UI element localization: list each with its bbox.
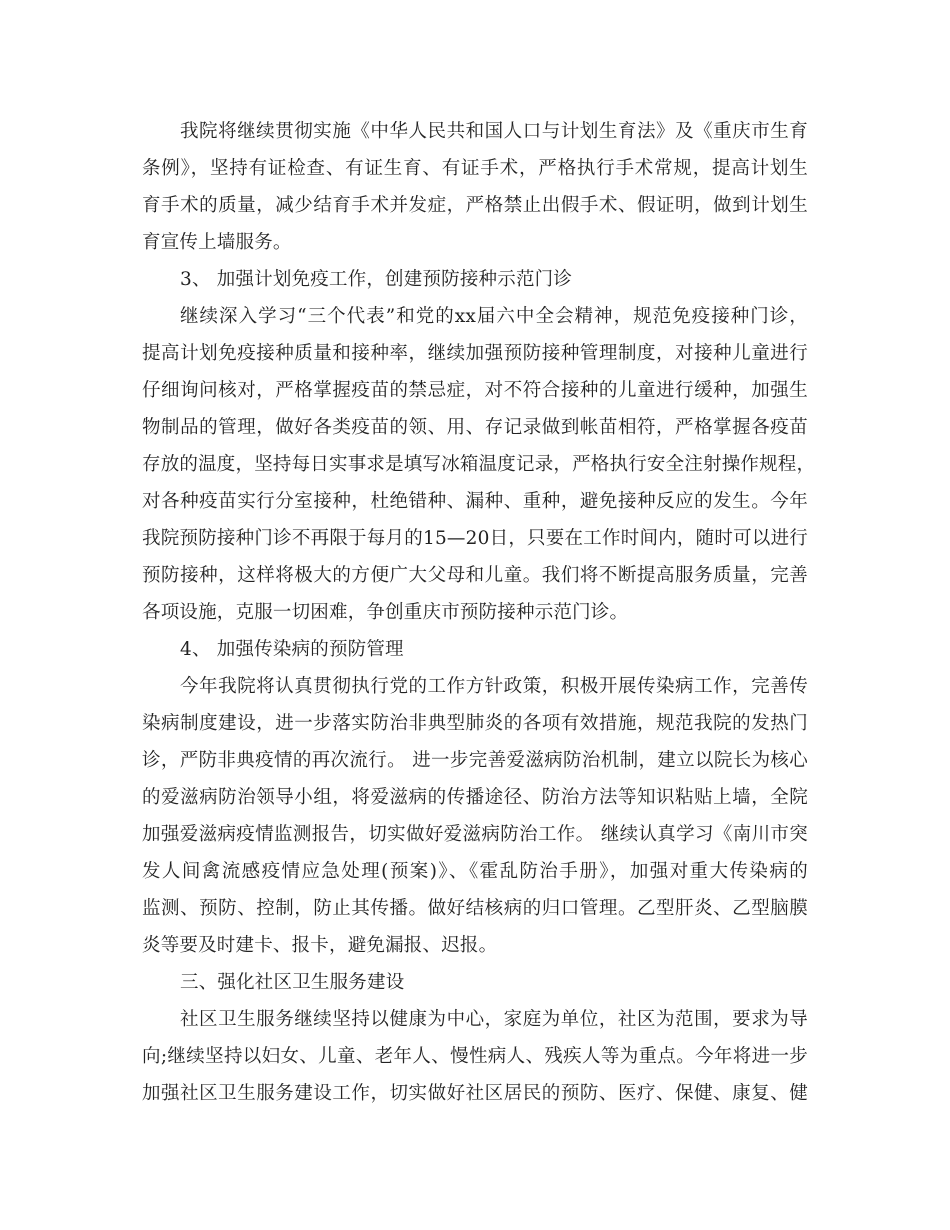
paragraph-line: 存放的温度，坚持每日实事求是填写冰箱温度记录，严格执行安全注射操作规程， bbox=[142, 454, 816, 475]
paragraph-line: 社区卫生服务继续坚持以健康为中心，家庭为单位，社区为范围，要求为导 bbox=[180, 1009, 808, 1030]
paragraph-line: 染病制度建设，进一步落实防治非典型肺炎的各项有效措施，规范我院的发热门 bbox=[142, 713, 808, 734]
paragraph-line: 育宣传上墙服务。 bbox=[142, 232, 292, 253]
paragraph-line: 提高计划免疫接种质量和接种率，继续加强预防接种管理制度，对接种儿童进行 bbox=[142, 343, 808, 364]
paragraph-line: 各项设施，克服一切困难，争创重庆市预防接种示范门诊。 bbox=[142, 602, 629, 623]
paragraph-line: 炎等要及时建卡、报卡，避免漏报、迟报。 bbox=[142, 935, 498, 956]
section-heading: 4、 加强传染病的预防管理 bbox=[180, 639, 404, 660]
section-heading: 三、强化社区卫生服务建设 bbox=[180, 972, 405, 993]
paragraph-line: 育手术的质量，减少结育手术并发症，严格禁止出假手术、假证明，做到计划生 bbox=[142, 195, 808, 216]
paragraph-line: 监测、预防、控制，防止其传播。做好结核病的归口管理。乙型肝炎、乙型脑膜 bbox=[142, 898, 808, 919]
paragraph-line: 我院将继续贯彻实施《中华人民共和国人口与计划生育法》及《重庆市生育 bbox=[180, 121, 808, 142]
paragraph-line: 今年我院将认真贯彻执行党的工作方针政策，积极开展传染病工作，完善传 bbox=[180, 676, 808, 697]
paragraph-line: 仔细询问核对，严格掌握疫苗的禁忌症，对不符合接种的儿童进行缓种，加强生 bbox=[142, 380, 808, 401]
paragraph-line: 加强社区卫生服务建设工作，切实做好社区居民的预防、医疗、保健、康复、健 bbox=[142, 1083, 808, 1104]
paragraph-line: 的爱滋病防治领导小组，将爱滋病的传播途径、防治方法等知识粘贴上墙，全院 bbox=[142, 787, 808, 808]
paragraph-line: 对各种疫苗实行分室接种，杜绝错种、漏种、重种，避免接种反应的发生。今年 bbox=[142, 491, 808, 512]
paragraph-line: 物制品的管理，做好各类疫苗的领、用、存记录做到帐苗相符，严格掌握各疫苗 bbox=[142, 417, 808, 438]
paragraph-line: 条例》，坚持有证检查、有证生育、有证手术，严格执行手术常规，提高计划生 bbox=[142, 158, 808, 179]
section-heading: 3、 加强计划免疫工作，创建预防接种示范门诊 bbox=[180, 269, 573, 290]
paragraph-line: 继续深入学习“三个代表”和党的xx届六中全会精神，规范免疫接种门诊， bbox=[180, 306, 808, 327]
paragraph-line: 我院预防接种门诊不再限于每月的15—20日，只要在工作时间内，随时可以进行 bbox=[142, 528, 808, 549]
paragraph-line: 预防接种，这样将极大的方便广大父母和儿童。我们将不断提高服务质量，完善 bbox=[142, 565, 808, 586]
paragraph-line: 向;继续坚持以妇女、儿童、老年人、慢性病人、残疾人等为重点。今年将进一步 bbox=[142, 1046, 808, 1067]
paragraph-line: 发人间禽流感疫情应急处理(预案)》、《霍乱防治手册》，加强对重大传染病的 bbox=[142, 861, 808, 882]
paragraph-line: 诊，严防非典疫情的再次流行。 进一步完善爱滋病防治机制，建立以院长为核心 bbox=[142, 750, 808, 771]
paragraph-line: 加强爱滋病疫情监测报告，切实做好爱滋病防治工作。 继续认真学习《南川市突 bbox=[142, 824, 808, 845]
